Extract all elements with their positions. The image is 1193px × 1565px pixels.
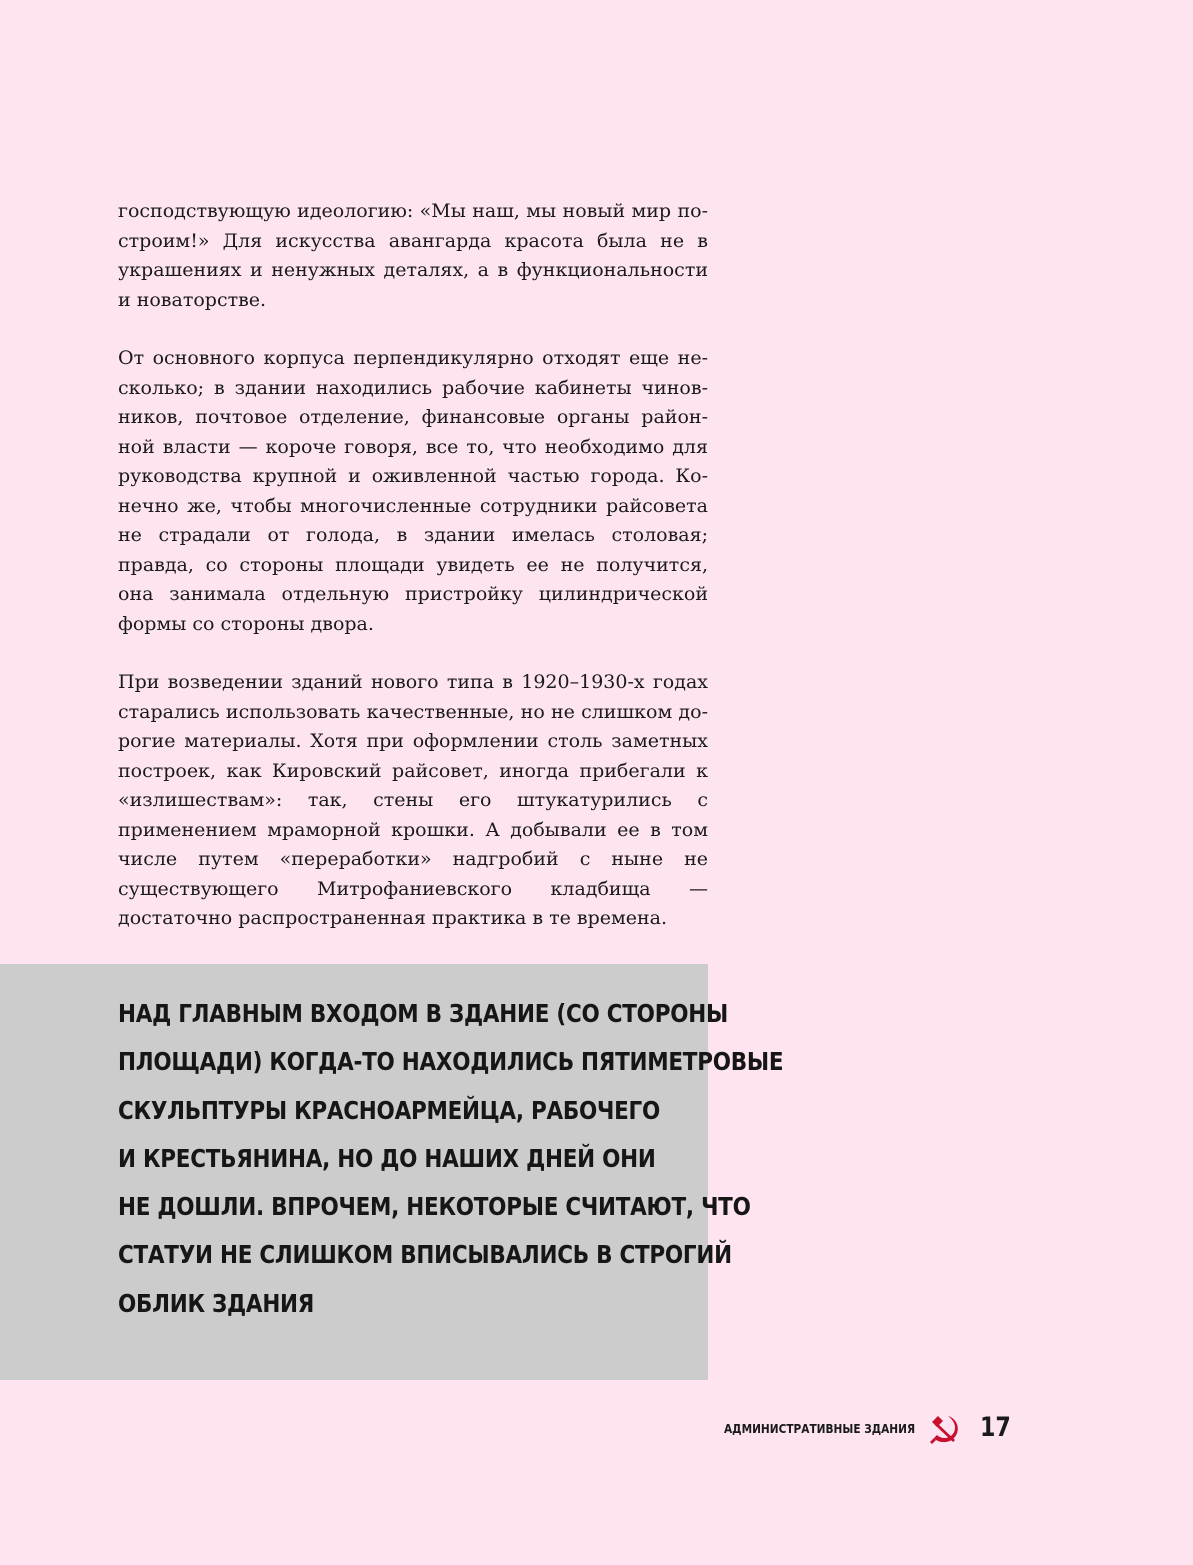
callout-box: [0, 964, 784, 1380]
main-text-column: [118, 197, 708, 963]
body-paragraph: От основного корпуса перпендикулярно отходят еще несколько; в здании находились рабочие кабинеты чиновников, почтовое отделение, финансовые органы районной власти — короче говоря, все то, что необходимо для руководства крупной и оживленной частью города. Конечно же, чтобы многочисленные сотрудники райсовета не страдали от голода, в здании имелась столовая; правда, со стороны площади увидеть ее не получится, она занимала отдельную пристройку цилиндрической формы со стороны двора.: [118, 347, 708, 635]
body-paragraph: При возведении зданий нового типа в 1920–1930-х годах старались использовать качественные, но не слишком дорогие материалы. Хотя при оформлении столь заметных построек, как Кировский райсовет, иногда прибегали к «излишествам»: так, стены его штукатурились с применением мраморной крошки. А добывали ее в том числе путем «переработки» надгробий с ныне не существующего Митрофаниевского кладбища — достаточно распространенная практика в те времена.: [118, 671, 708, 929]
callout-line: ПЛОЩАДИ) КОГДА-ТО НАХОДИЛИСЬ ПЯТИМЕТРОВЫЕ: [118, 1047, 784, 1077]
section-label: АДМИНИСТРАТИВНЫЕ ЗДАНИЯ: [724, 1422, 916, 1436]
page-footer: [0, 1410, 1193, 1450]
callout-line: ОБЛИК ЗДАНИЯ: [118, 1288, 315, 1318]
callout-line: НЕ ДОШЛИ. ВПРОЧЕМ, НЕКОТОРЫЕ СЧИТАЮТ, ЧТО: [118, 1192, 751, 1222]
callout-line: СТАТУИ НЕ СЛИШКОМ ВПИСЫВАЛИСЬ В СТРОГИЙ: [118, 1240, 732, 1270]
callout-line: НАД ГЛАВНЫМ ВХОДОМ В ЗДАНИЕ (СО СТОРОНЫ: [118, 999, 728, 1028]
callout-line: СКУЛЬПТУРЫ КРАСНОАРМЕЙЦА, РАБОЧЕГО: [118, 1095, 660, 1125]
body-paragraph: господствующую идеологию: «Мы наш, мы новый мир построим!» Для искусства авангарда красота была не в украшениях и ненужных деталях, а в функциональности и новаторстве.: [118, 200, 708, 311]
page-number: 17: [980, 1412, 1011, 1443]
callout-text: [118, 990, 784, 1328]
hammer-and-sickle-icon: [928, 1412, 962, 1446]
callout-line: И КРЕСТЬЯНИНА, НО ДО НАШИХ ДНЕЙ ОНИ: [118, 1143, 656, 1173]
